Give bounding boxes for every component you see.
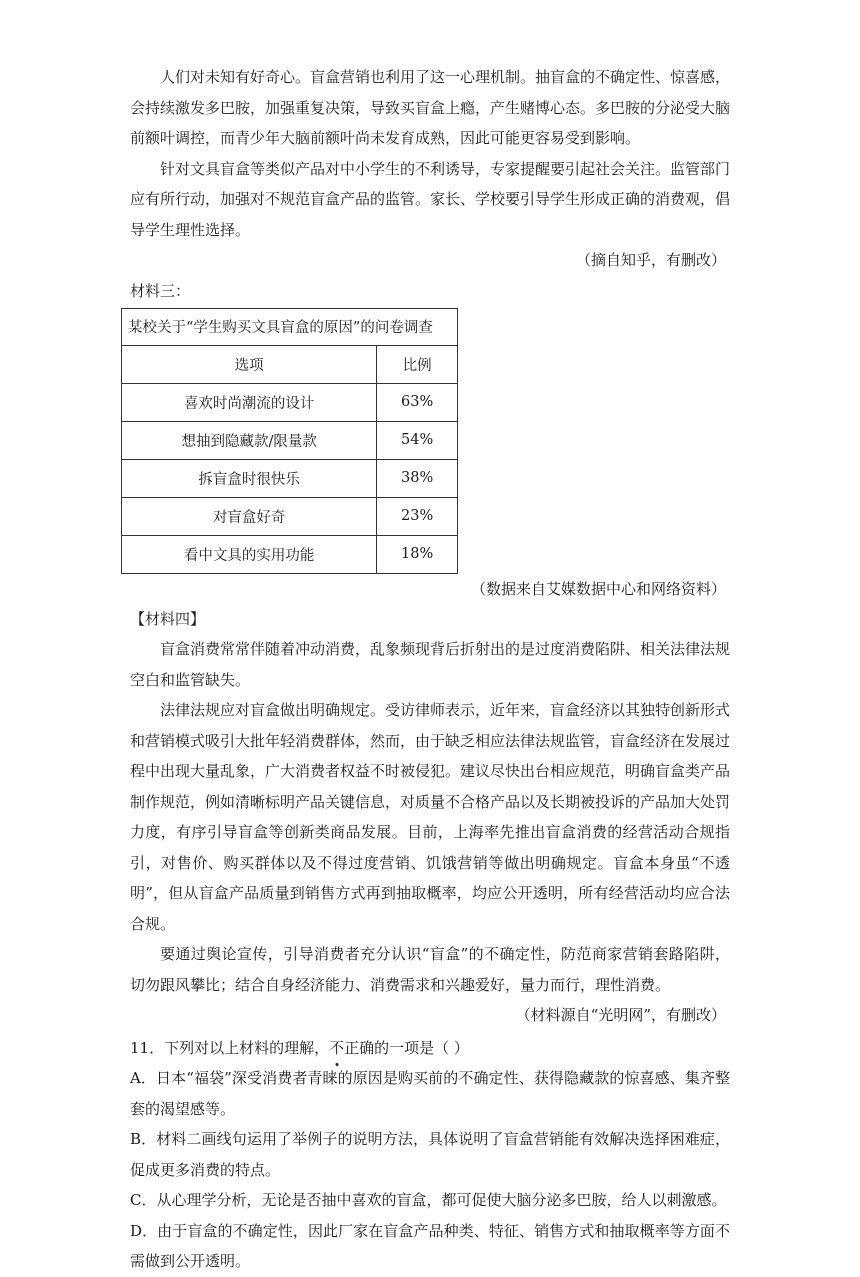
emphasis-dot-char: 不 <box>329 1033 344 1064</box>
option-b: B．材料二画线句运用了举例子的说明方法，具体说明了盲盒营销能有效解决选择困难症，促成更多消费的特点。 <box>130 1130 730 1179</box>
material4-label: 【材料四】 <box>130 610 206 628</box>
option-a: A．日本“福袋”深受消费者青睐的原因是购买前的不确定性、获得隐藏款的惊喜感、集齐整套的渴望感等。 <box>130 1069 730 1118</box>
survey-ratio: 38% <box>377 459 458 497</box>
material3-label: 材料三： <box>130 281 191 300</box>
survey-caption: 某校关于“学生购买文具盲盒的原因”的问卷调查 <box>122 308 458 345</box>
material3-source: （数据来自艾媒数据中心和网络资料） <box>470 579 726 598</box>
survey-header-option: 选项 <box>122 345 377 383</box>
option-d: D．由于盲盒的不确定性，因此厂家在盲盒产品种类、特征、销售方式和抽取概率等方面不需做到公开透明。 <box>130 1221 730 1270</box>
material4-paragraph-2: 法律法规应对盲盒做出明确规定。受访律师表示，近年来，盲盒经济以其独特创新形式和营销模式吸引大批年轻消费群体，然而，由于缺乏相应法律法规监管，盲盒经济在发展过程中出现大量乱象，广大消费者权益不时被侵犯。建议尽快出台相应规范，明确盲盒类产品制作规范，例如清晰标明产品关键信息，对质量不合格产品以及长期被投诉的产品加大处罚力度，有序引导盲盒等创新类商品发展。目前，上海率先推出盲盒消费的经营活动合规指引，对售价、购买群体以及不得过度营销、饥饿营销等做出明确规定。盲盒本身虽“不透明”，但从盲盒产品质量到销售方式再到抽取概率，均应公开透明，所有经营活动均应合法合规。 <box>130 701 731 933</box>
survey-ratio: 54% <box>377 421 458 459</box>
survey-option: 喜欢时尚潮流的设计 <box>122 383 377 421</box>
survey-header-ratio: 比例 <box>377 345 458 383</box>
table-row <box>122 383 458 421</box>
material4-paragraph-1: 盲盒消费常常伴随着冲动消费，乱象频现背后折射出的是过度消费陷阱、相关法律法规空白和监管缺失。 <box>130 640 731 689</box>
survey-option: 对盲盒好奇 <box>122 497 377 535</box>
material4-paragraph-3: 要通过舆论宣传，引导消费者充分认识“盲盒”的不确定性，防范商家营销套路陷阱，切勿跟风攀比；结合自身经济能力、消费需求和兴趣爱好，量力而行，理性消费。 <box>130 945 730 994</box>
material2-source: （摘自知乎，有删改） <box>575 251 726 269</box>
survey-option: 拆盲盒时很快乐 <box>122 459 377 497</box>
table-row <box>122 535 458 573</box>
survey-ratio: 23% <box>377 497 458 535</box>
survey-option: 想抽到隐藏款/限量款 <box>122 421 377 459</box>
survey-ratio: 63% <box>377 383 458 421</box>
table-row <box>122 421 458 459</box>
material4-source: （材料源自“光明网”，有删改） <box>515 1006 726 1024</box>
survey-ratio: 18% <box>377 535 458 573</box>
survey-option: 看中文具的实用功能 <box>122 535 377 573</box>
material2-paragraph-1: 人们对未知有好奇心。盲盒营销也利用了这一心理机制。抽盲盒的不确定性、惊喜感，会持续激发多巴胺，加强重复决策，导致买盲盒上瘾，产生赌博心态。多巴胺的分泌受大脑前额叶调控，而青少年大脑前额叶尚未发育成熟，因此可能更容易受到影响。 <box>130 68 731 147</box>
question-title: 11．下列对以上材料的理解，不正确的一项是（ ） <box>130 1033 730 1064</box>
table-row <box>122 459 458 497</box>
material2-paragraph-2: 针对文具盲盒等类似产品对中小学生的不利诱导，专家提醒要引起社会关注。监管部门应有所行动，加强对不规范盲盒产品的监管。家长、学校要引导学生形成正确的消费观，倡导学生理性选择。 <box>130 159 731 239</box>
table-row <box>122 497 458 535</box>
survey-table <box>121 308 458 574</box>
option-c: C．从心理学分析，无论是否抽中喜欢的盲盒，都可促使大脑分泌多巴胺，给人以刺激感。 <box>130 1191 727 1209</box>
document-page <box>130 62 730 1277</box>
